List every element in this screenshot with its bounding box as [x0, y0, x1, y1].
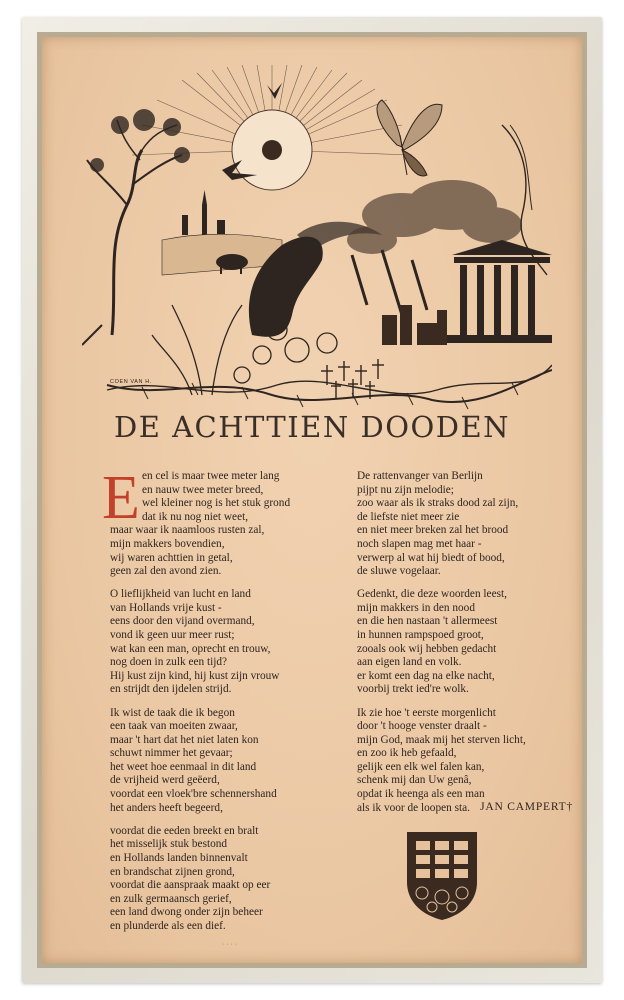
poem-line: in hunnen rampspoed groot, — [357, 629, 484, 642]
stanza — [110, 588, 355, 697]
poem-line: van Hollands vrije kust - — [110, 601, 222, 614]
poem-line: en zulk germaansch gerief, — [110, 892, 232, 905]
village — [182, 190, 225, 235]
poem-line: en brandschat zijnen grond, — [110, 865, 235, 878]
poem-line: en cel is maar twee meter lang — [142, 470, 280, 482]
poem-line: het weet hoe eenmaal in dit land — [110, 760, 257, 773]
poem-line: een taak van moeiten zwaar, — [110, 720, 238, 733]
poem-line: en nauw twee meter breed, — [142, 483, 264, 496]
cow — [216, 254, 248, 274]
poem-line: door 't hooge venster draalt - — [357, 720, 487, 733]
poem-line: Hij kust zijn kind, hij kust zijn vrouw — [110, 669, 280, 682]
poem-line: een land dwong onder zijn beheer — [110, 906, 263, 919]
poem-title: DE ACHTTIEN DOODEN — [113, 410, 511, 444]
left-column — [110, 470, 355, 943]
poem-line: schenk mij dan Uw genâ, — [357, 774, 472, 787]
poem-line: Ik zie hoe 't eerste morgenlicht — [357, 706, 496, 719]
sun-core — [262, 140, 282, 160]
poem-line: en strijdt den ijdelen strijd. — [110, 683, 232, 696]
author-signature: JAN CAMPERT† — [480, 801, 573, 813]
drop-cap: E — [102, 464, 140, 532]
poem-line: O lieflijkheid van lucht en land — [110, 588, 251, 601]
poster-paper — [42, 37, 582, 963]
poem-line: de vrijheid werd geëerd, — [110, 774, 220, 787]
poem-line: eens door den vijand overmand, — [110, 615, 255, 628]
ruined-city — [382, 305, 447, 345]
poem-line: de liefste niet meer zie — [357, 510, 460, 523]
poem-line: dat ik nu nog niet weet, — [142, 510, 249, 523]
illustration-signature: COEN VAN H. — [110, 379, 152, 385]
butterfly — [377, 100, 442, 176]
poem-line: aan eigen land en volk. — [357, 656, 462, 669]
poem-line: voorbij trekt ied're wolk. — [357, 683, 469, 696]
temple — [447, 240, 552, 343]
poem-line: Ik wist de taak die ik begon — [110, 706, 235, 719]
stanza — [357, 588, 582, 697]
poem-line: verwerp al wat hij biedt of bood, — [357, 551, 505, 564]
poem-line: het anders heeft begeerd, — [110, 801, 223, 814]
poem-line: gelijk een elk wel falen kan, — [357, 760, 485, 773]
poem-line: voordat die eeden breekt en bralt — [110, 824, 259, 837]
coat-of-arms-emblem — [402, 827, 482, 922]
stanza — [110, 707, 355, 816]
stanza — [110, 825, 355, 934]
poem-line: wij waren achttien in getal, — [110, 551, 233, 564]
stanza — [110, 470, 355, 579]
poem-line: maar 't hart dat het niet laten kon — [110, 733, 259, 746]
poem-line: en Hollands landen binnenvalt — [110, 851, 248, 864]
poem-line: De rattenvanger van Berlijn — [357, 470, 483, 482]
poem-line: mijn God, maak mij het sterven licht, — [357, 733, 526, 746]
poem-line: mijn makkers in den nood — [357, 601, 475, 614]
poem-line: geen zal den avond zien. — [110, 565, 222, 578]
poem-line: en die hen nastaan 't allermeest — [357, 615, 498, 628]
falling-rays — [352, 250, 427, 315]
poem-line: voordat een vloek'bre schennershand — [110, 788, 277, 801]
poem-line: als ik voor de loopen sta. — [357, 801, 470, 814]
poem-line: voordat die aanspraak maakt op eer — [110, 879, 271, 892]
woodcut-illustration — [82, 65, 552, 410]
poem-line: schuwt nimmer het gevaar; — [110, 747, 233, 760]
pencil-mark: · · · · — [222, 941, 238, 948]
poem-line: en plunderde als een dief. — [110, 919, 226, 932]
right-column — [357, 470, 582, 825]
poem-line: vond ik geen uur meer rust; — [110, 629, 235, 642]
poem-line: pijpt nu zijn melodie; — [357, 483, 454, 496]
poem-line: en zoo ik heb gefaald, — [357, 747, 457, 760]
poem-line: maar waar ik naamloos rusten zal, — [110, 524, 265, 537]
poem-line: nog doen in zulk een tijd? — [110, 656, 228, 669]
poem-line: opdat ik heenga als een man — [357, 788, 485, 801]
poem-line: het misselijk stuk bestond — [110, 838, 228, 851]
poem-line: en niet meer breken zal het brood — [357, 524, 509, 537]
poem-line: noch slapen mag met haar - — [357, 537, 482, 550]
poem-line: zooals ook wij hebben gedacht — [357, 642, 497, 655]
poem-line: wat kan een man, oprecht en trouw, — [110, 642, 271, 655]
small-bird — [267, 83, 282, 99]
poem-line: zoo waar als ik straks dood zal zijn, — [357, 497, 519, 510]
stanza — [357, 707, 582, 816]
poem-line: Gedenkt, die deze woorden leest, — [357, 588, 507, 601]
poem-line: de sluwe vogelaar. — [357, 565, 441, 578]
poem-line: er komt een dag na elke nacht, — [357, 669, 495, 682]
poem-line: wel kleiner nog is het stuk grond — [142, 497, 291, 510]
stanza — [357, 470, 582, 579]
poem-line: mijn makkers bovendien, — [110, 537, 225, 550]
